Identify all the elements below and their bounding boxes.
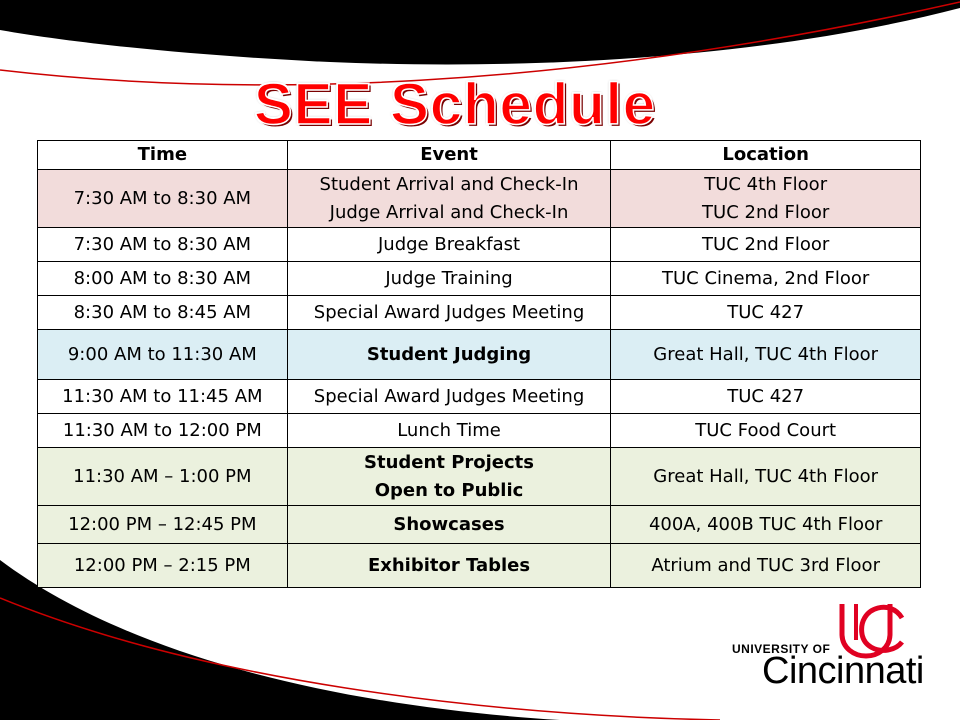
cell-event bbox=[287, 228, 611, 262]
cell-event bbox=[287, 330, 611, 380]
cell-location bbox=[611, 228, 921, 262]
event-line: Judge Arrival and Check-In bbox=[329, 201, 569, 223]
location-line: 400A, 400B TUC 4th Floor bbox=[648, 513, 883, 535]
table-header-row bbox=[38, 141, 921, 170]
cell-time: 12:00 PM – 12:45 PM bbox=[38, 506, 288, 544]
cell-time: 11:30 AM – 1:00 PM bbox=[38, 448, 288, 506]
table-row bbox=[38, 170, 921, 228]
cell-event bbox=[287, 414, 611, 448]
cell-time: 8:00 AM to 8:30 AM bbox=[38, 262, 288, 296]
cell-location bbox=[611, 506, 921, 544]
event-line: Special Award Judges Meeting bbox=[313, 301, 585, 323]
cell-event bbox=[287, 544, 611, 588]
header-event: Event bbox=[287, 141, 611, 170]
header-time: Time bbox=[38, 141, 288, 170]
location-line: Great Hall, TUC 4th Floor bbox=[653, 465, 879, 487]
cell-location bbox=[611, 330, 921, 380]
location-line: TUC 427 bbox=[727, 301, 805, 323]
cell-location bbox=[611, 296, 921, 330]
cell-location bbox=[611, 414, 921, 448]
location-line: Great Hall, TUC 4th Floor bbox=[653, 343, 879, 365]
event-line: Lunch Time bbox=[397, 419, 501, 441]
logo-cincinnati: Cincinnati bbox=[762, 650, 924, 692]
cell-location bbox=[611, 544, 921, 588]
cell-time: 11:30 AM to 12:00 PM bbox=[38, 414, 288, 448]
table-row bbox=[38, 296, 921, 330]
table-row bbox=[38, 228, 921, 262]
schedule-table bbox=[37, 140, 921, 588]
event-line: Judge Training bbox=[385, 267, 513, 289]
cell-time: 9:00 AM to 11:30 AM bbox=[38, 330, 288, 380]
cell-event bbox=[287, 448, 611, 506]
event-line: Judge Breakfast bbox=[377, 233, 521, 255]
location-line: TUC 4th Floor bbox=[704, 173, 828, 195]
header-location: Location bbox=[611, 141, 921, 170]
cell-time: 7:30 AM to 8:30 AM bbox=[38, 228, 288, 262]
event-line: Special Award Judges Meeting bbox=[313, 385, 585, 407]
table-row bbox=[38, 544, 921, 588]
cell-location bbox=[611, 170, 921, 228]
page-title: SEE Schedule bbox=[253, 72, 657, 137]
location-line: TUC Food Court bbox=[695, 419, 837, 441]
table-row bbox=[38, 414, 921, 448]
cell-event bbox=[287, 170, 611, 228]
cell-location bbox=[611, 448, 921, 506]
cell-event bbox=[287, 506, 611, 544]
event-line: Showcases bbox=[393, 513, 505, 535]
schedule-body bbox=[38, 170, 921, 588]
event-line: Student Arrival and Check-In bbox=[319, 173, 579, 195]
event-line: Student Projects bbox=[364, 451, 534, 473]
location-line: TUC Cinema, 2nd Floor bbox=[662, 267, 870, 289]
cell-event bbox=[287, 296, 611, 330]
university-logo bbox=[732, 600, 922, 690]
cell-location bbox=[611, 262, 921, 296]
table-row bbox=[38, 262, 921, 296]
cell-time: 12:00 PM – 2:15 PM bbox=[38, 544, 288, 588]
event-line: Exhibitor Tables bbox=[367, 554, 531, 576]
location-line: TUC 427 bbox=[727, 385, 805, 407]
event-line: Student Judging bbox=[366, 343, 532, 365]
logo-university-of: UNIVERSITY OF bbox=[732, 642, 831, 656]
table-row bbox=[38, 506, 921, 544]
table-row bbox=[38, 448, 921, 506]
location-line: TUC 2nd Floor bbox=[702, 233, 830, 255]
cell-event bbox=[287, 380, 611, 414]
cell-time: 7:30 AM to 8:30 AM bbox=[38, 170, 288, 228]
location-line: Atrium and TUC 3rd Floor bbox=[651, 554, 880, 576]
event-line: Open to Public bbox=[374, 479, 524, 501]
cell-location bbox=[611, 380, 921, 414]
cell-time: 8:30 AM to 8:45 AM bbox=[38, 296, 288, 330]
location-line: TUC 2nd Floor bbox=[702, 201, 830, 223]
cell-time: 11:30 AM to 11:45 AM bbox=[38, 380, 288, 414]
cell-event bbox=[287, 262, 611, 296]
table-row bbox=[38, 380, 921, 414]
table-row bbox=[38, 330, 921, 380]
